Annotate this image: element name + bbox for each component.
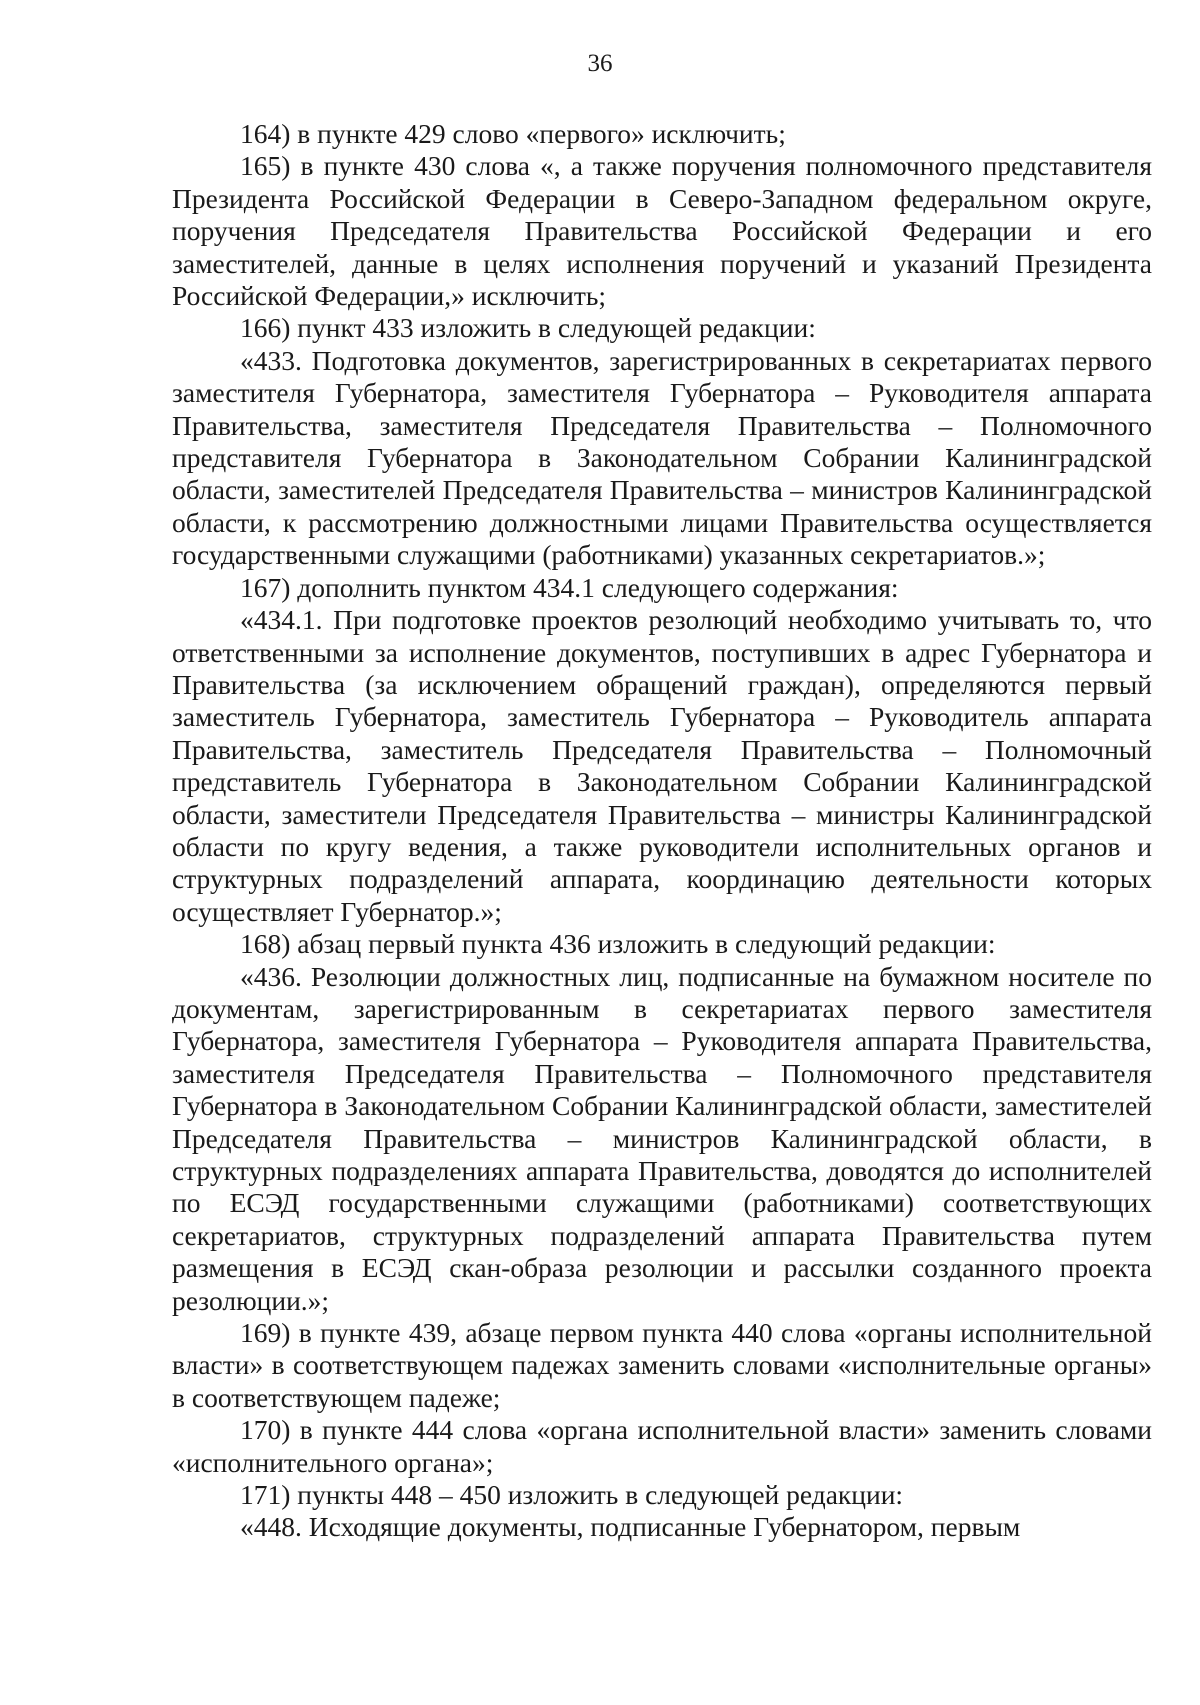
paragraph-434-1-text: «434.1. При подготовке проектов резолюций необходимо учитывать то, что ответственными за исполнение документов, поступивших в адрес Губернатора и Правительства (за исключением обращений граждан), определяются первый заместитель Губернатора, заместитель Губернатора – Руководитель аппарата Правительства, заместитель Председателя Правительства – Полномочный представитель Губернатора в Законодательном Собрании Калининградской области, заместители Председателя Правительства – министры Калининградской области по кругу ведения, а также руководители исполнительных органов и структурных подразделений аппарата, координацию деятельности которых осуществляет Губернатор.»; bbox=[172, 604, 1152, 927]
paragraph-448-text: «448. Исходящие документы, подписанные Губернатором, первым bbox=[240, 1511, 1021, 1543]
paragraph-170: 170) в пункте 444 слова «органа исполнительной власти» заменить словами «исполнительного органа»; bbox=[172, 1414, 1152, 1478]
paragraph-433-text: «433. Подготовка документов, зарегистрированных в секретариатах первого заместителя Губернатора, заместителя Губернатора – Руководителя аппарата Правительства, заместителя Председателя Правительства – Полномочного представителя Губернатора в Законодательном Собрании Калининградской области, заместителей Председателя Правительства – министров Калининградской области, к рассмотрению должностными лицами Правительства осуществляется государственными служащими (работниками) указанных секретариатов.»; bbox=[172, 344, 1152, 571]
paragraph-436-text: «436. Резолюции должностных лиц, подписанные на бумажном носителе по документам, зарегистрированным в секретариатах первого заместителя Губернатора, заместителя Губернатора – Руководителя аппарата Правительства, заместителя Председателя Правительства – Полномочного представителя Губернатора в Законодательном Собрании Калининградской области, заместителей Председателя Правительства – министров Калининградской области, в структурных подразделениях аппарата Правительства, доводятся до исполнителей по ЕСЭД государственными служащими (работниками) соответствующих секретариатов, структурных подразделений аппарата Правительства путем размещения в ЕСЭД скан-образа резолюции и рассылки созданного проекта резолюции.»; bbox=[172, 960, 1152, 1316]
paragraph-168: 168) абзац первый пункта 436 изложить в следующий редакции: bbox=[240, 928, 996, 960]
paragraph-171: 171) пункты 448 – 450 изложить в следующей редакции: bbox=[240, 1479, 904, 1511]
paragraph-164: 164) в пункте 429 слово «первого» исключить; bbox=[240, 118, 786, 149]
paragraph-169: 169) в пункте 439, абзаце первом пункта 440 слова «органы исполнительной власти» в соответствующем падежах заменить словами «исполнительные органы» в соответствующем падеже; bbox=[172, 1317, 1152, 1413]
paragraph-167: 167) дополнить пунктом 434.1 следующего содержания: bbox=[240, 571, 899, 603]
paragraph-165: 165) в пункте 430 слова «, а также поручения полномочного представителя Президента Российской Федерации в Северо-Западном федеральном округе, поручения Председателя Правительства Российской Федерации и его заместителей, данные в целях исполнения поручений и указаний Президента Российской Федерации,» исключить; bbox=[172, 150, 1152, 312]
document-body bbox=[172, 118, 1152, 1544]
paragraph-166: 166) пункт 433 изложить в следующей редакции: bbox=[240, 312, 816, 344]
page-number: 36 bbox=[587, 50, 613, 77]
